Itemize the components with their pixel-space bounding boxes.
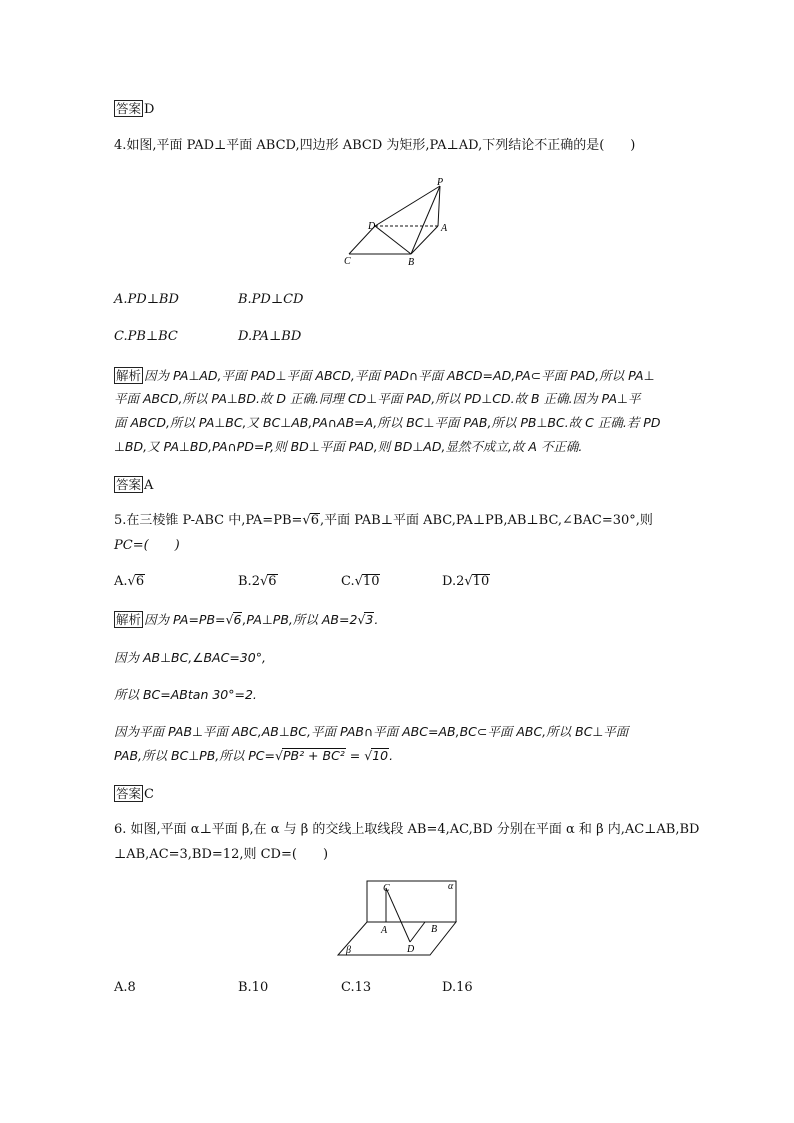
edge-PA xyxy=(438,186,440,226)
q5-answer-value: C xyxy=(144,787,154,802)
answer-tag: 答案 xyxy=(116,786,142,801)
q4-option-a: A.PD⊥BD xyxy=(114,292,179,307)
q4-analysis-line4: ⊥BD,又 PA⊥BD,PA∩PD=P,则 BD⊥平面 PAD,则 BD⊥AD,显然不成立,故 A 不正确. xyxy=(114,439,583,454)
q4-analysis-line3: 面 ABCD,所以 PA⊥BC,又 BC⊥AB,PA∩AB=A,所以 BC⊥平面 PAB,所以 PB⊥BC.故 C 正确.若 PD xyxy=(114,415,661,430)
label-D: D xyxy=(368,221,376,232)
q4-analysis-line1 xyxy=(114,367,654,384)
label-D: D xyxy=(407,944,415,955)
q6-option-a: A.8 xyxy=(114,980,136,995)
q5-option-b: B.2√6 xyxy=(238,574,277,589)
q6-stem-line1: 6. 如图,平面 α⊥平面 β,在 α 与 β 的交线上取线段 AB=4,AC,BD 分别在平面 α 和 β 内,AC⊥AB,BD xyxy=(114,822,700,837)
q4-answer-value: A xyxy=(144,478,154,493)
q4-option-c: C.PB⊥BC xyxy=(114,329,178,344)
q5-stem-radicand: 6 xyxy=(310,513,319,528)
answer-tag: 答案 xyxy=(116,477,142,492)
q6-stem-line2: ⊥AB,AC=3,BD=12,则 CD=( ) xyxy=(114,847,329,862)
analysis-tag: 解析 xyxy=(116,612,142,627)
q6-figure xyxy=(330,875,475,965)
q5-stem-part1: 5.在三棱锥 P-ABC 中,PA=PB= xyxy=(114,513,303,528)
q6-option-b: B.10 xyxy=(238,980,269,995)
label-alpha: α xyxy=(448,881,454,892)
prev-answer-value: D xyxy=(144,102,155,117)
label-A: A xyxy=(441,223,448,234)
label-C: C xyxy=(383,883,390,894)
q4-answer-line xyxy=(114,476,153,494)
segment-BD xyxy=(410,922,425,942)
prev-answer-line xyxy=(114,100,154,118)
q5-analysis-line5: PAB,所以 BC⊥PB,所以 PC=√PB² + BC² = √10. xyxy=(114,748,394,763)
edge-BA xyxy=(411,226,438,254)
label-B: B xyxy=(408,257,415,268)
q4-option-b: B.PD⊥CD xyxy=(238,292,304,307)
label-A: A xyxy=(381,925,388,936)
answer-tag: 答案 xyxy=(116,101,142,116)
plane-alpha xyxy=(367,881,456,922)
q6-option-d: D.16 xyxy=(442,980,473,995)
analysis-tag: 解析 xyxy=(116,368,142,383)
edge-DB xyxy=(375,226,411,254)
q5-analysis-line1: 解析 因为 PA=PB=√6,PA⊥PB,所以 AB=2√3. xyxy=(116,612,379,627)
q4-stem: 4.如图,平面 PAD⊥平面 ABCD,四边形 ABCD 为矩形,PA⊥AD,下列结论不正确的是( ) xyxy=(114,138,636,153)
q5-stem-line1: 5.在三棱锥 P-ABC 中,PA=PB=√6,平面 PAB⊥平面 ABC,PA⊥PB,AB⊥BC,∠BAC=30°,则 xyxy=(114,513,653,528)
q5-stem-part2: ,平面 PAB⊥平面 ABC,PA⊥PB,AB⊥BC,∠BAC=30°,则 xyxy=(319,513,653,528)
q4-analysis-line2: 平面 ABCD,所以 PA⊥BD.故 D 正确.同理 CD⊥平面 PAD,所以 PD⊥CD.故 B 正确.因为 PA⊥平 xyxy=(114,391,641,406)
q5-analysis-line3: 所以 BC=ABtan 30°=2. xyxy=(114,687,257,702)
q6-option-c: C.13 xyxy=(341,980,372,995)
q4-figure xyxy=(335,175,460,270)
segment-CD xyxy=(386,888,410,942)
q5-stem-line2: PC=( ) xyxy=(114,538,180,553)
label-B: B xyxy=(431,924,438,935)
label-beta: β xyxy=(346,945,351,956)
label-C: C xyxy=(344,256,351,267)
q5-answer-line xyxy=(114,785,154,803)
edge-PD xyxy=(375,186,440,226)
q4-option-d: D.PA⊥BD xyxy=(238,329,302,344)
q5-analysis-line4: 因为平面 PAB⊥平面 ABC,AB⊥BC,平面 PAB∩平面 ABC=AB,BC⊂平面 ABC,所以 BC⊥平面 xyxy=(114,724,629,739)
q4-analysis-text1: 因为 PA⊥AD,平面 PAD⊥平面 ABCD,平面 PAD∩平面 ABCD=AD,PA⊂平面 PAD,所以 PA⊥ xyxy=(144,368,655,383)
q5-option-d: D.2√10 xyxy=(442,574,490,589)
q5-option-c: C.√10 xyxy=(341,574,380,589)
plane-beta xyxy=(338,922,456,955)
label-P: P xyxy=(437,177,444,188)
q5-option-a: A.√6 xyxy=(114,574,145,589)
q5-analysis-line2: 因为 AB⊥BC,∠BAC=30°, xyxy=(114,650,266,665)
edge-PB xyxy=(411,186,440,254)
